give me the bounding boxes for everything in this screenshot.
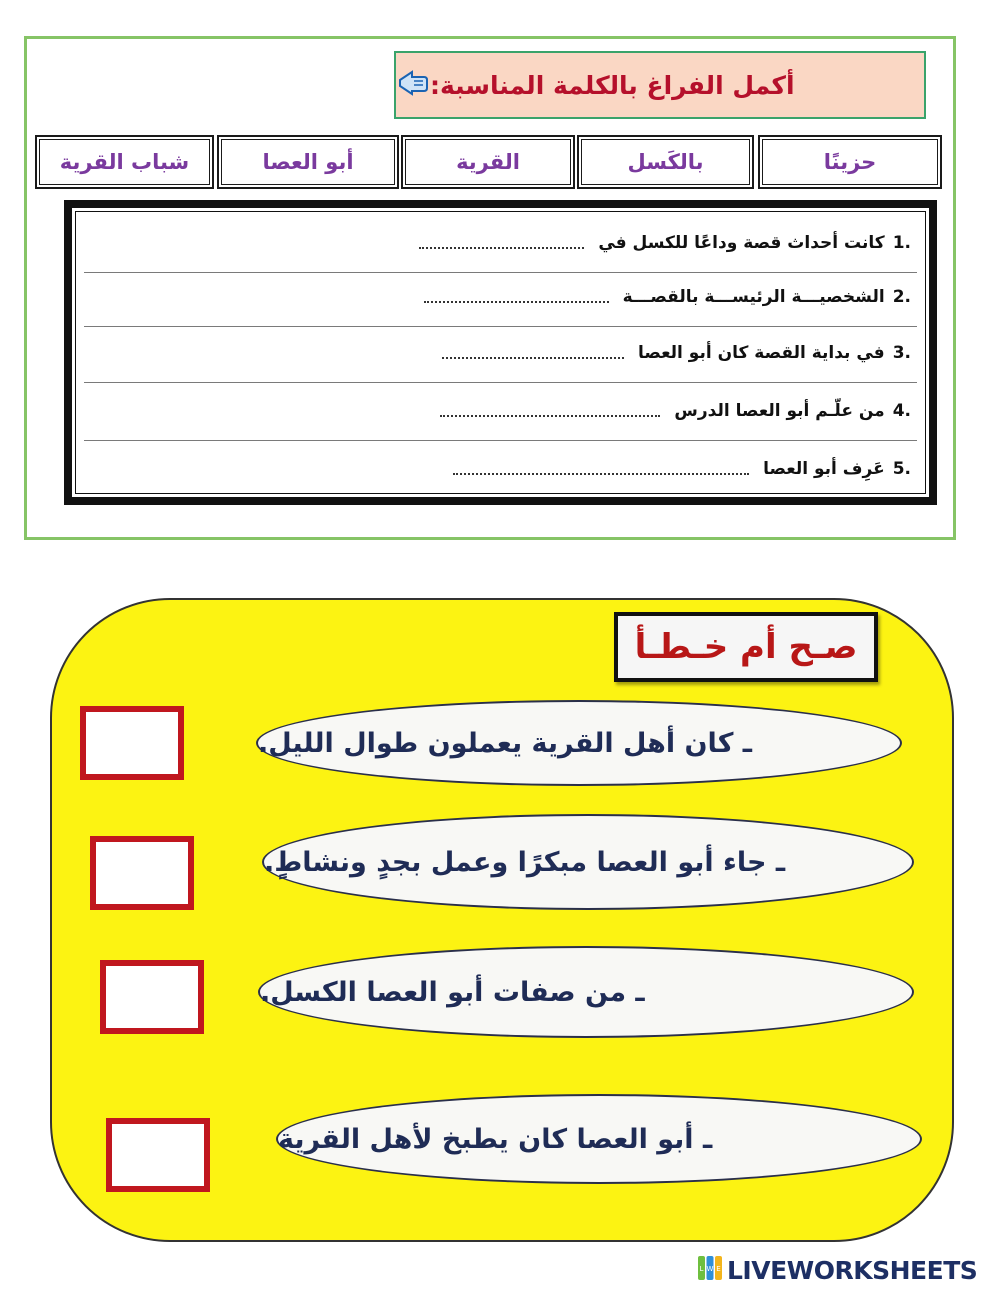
hand-pointer-icon <box>396 68 430 102</box>
answer-blank[interactable] <box>440 405 660 417</box>
answer-blank[interactable] <box>442 347 624 359</box>
liveworksheets-logo[interactable] <box>697 1254 997 1286</box>
answer-box[interactable] <box>80 706 184 780</box>
answer-blank[interactable] <box>453 463 749 475</box>
answer-box[interactable] <box>100 960 204 1034</box>
answer-blank[interactable] <box>424 291 609 303</box>
question-row: .3 في بداية القصة كان أبو العصا <box>84 324 917 383</box>
statement-pill: ـ من صفات أبو العصا الكسل. <box>258 946 914 1038</box>
question-row: .4 من علّـم أبو العصا الدرس <box>84 382 917 441</box>
true-false-title: صـح أم خـطـأ <box>614 612 878 682</box>
answer-box[interactable] <box>90 836 194 910</box>
statement-pill: ـ أبو العصا كان يطبخ لأهل القرية <box>276 1094 922 1184</box>
statement-pill: ـ جاء أبو العصا مبكرًا وعمل بجدٍ ونشاطٍ. <box>262 814 914 910</box>
question-row: .5 عَرِف أبو العصا <box>84 440 917 498</box>
word-bank-item[interactable]: القرية <box>402 136 574 188</box>
svg-text:W: W <box>706 1265 714 1273</box>
svg-text:L: L <box>699 1265 704 1273</box>
answer-blank[interactable] <box>419 237 584 249</box>
question-row: .2 الشخصيـــة الرئيســـة بالقصـــة <box>84 268 917 327</box>
answer-box[interactable] <box>106 1118 210 1192</box>
word-bank-item[interactable]: بالكَسل <box>578 136 753 188</box>
statement-pill: ـ كان أهل القرية يعملون طوال الليل. <box>256 700 902 786</box>
fill-in-title: أكمل الفراغ بالكلمة المناسبة: <box>430 70 795 100</box>
fill-in-title-banner <box>394 51 926 119</box>
word-bank-item[interactable]: حزينًا <box>759 136 941 188</box>
liveworksheets-logo-icon <box>697 1255 723 1285</box>
questions-table <box>64 200 937 505</box>
word-bank-item[interactable]: شباب القرية <box>36 136 213 188</box>
liveworksheets-logo-text: LIVEWORKSHEETS <box>727 1255 978 1285</box>
svg-text:E: E <box>716 1265 721 1273</box>
word-bank-item[interactable]: أبو العصا <box>218 136 398 188</box>
question-row: .1 كانت أحداث قصة وداعًا للكسل في <box>84 214 917 273</box>
